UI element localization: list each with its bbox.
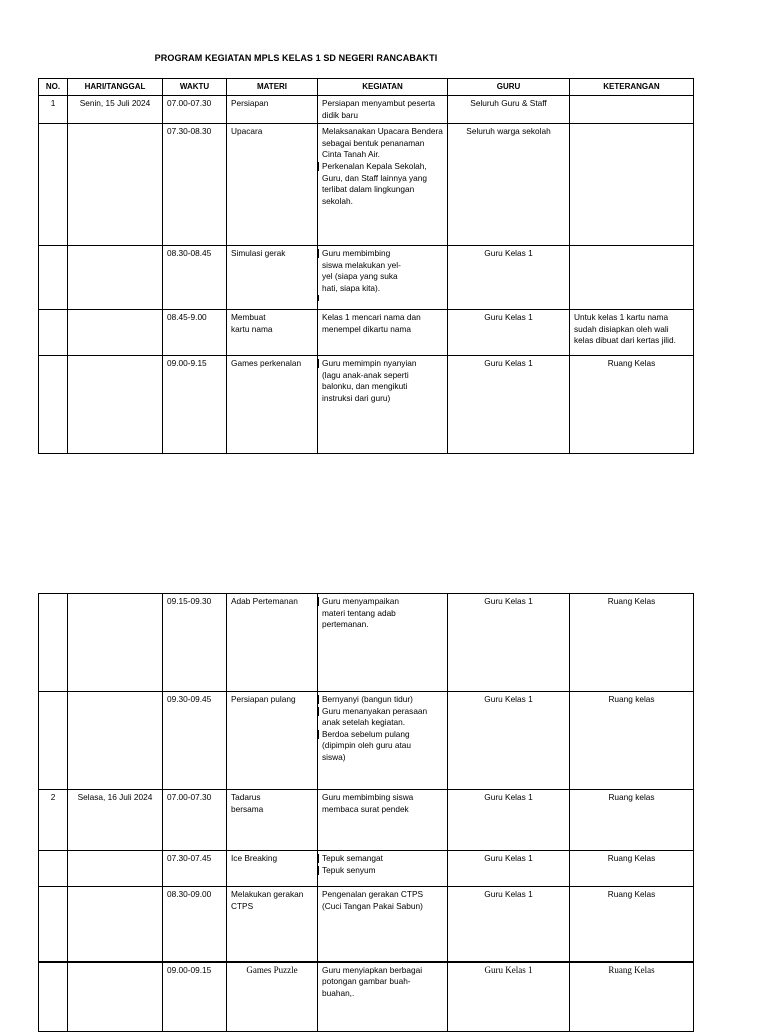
cell-materi: Games Puzzle xyxy=(227,962,318,1032)
cell-hari: Selasa, 16 Juli 2024 xyxy=(68,790,163,851)
kegiatan-item: Berdoa sebelum pulang (dipimpin oleh guru atau siswa) xyxy=(322,729,422,764)
table-row xyxy=(39,851,694,887)
table-row xyxy=(39,356,694,454)
cell-no xyxy=(39,356,68,454)
cell-no xyxy=(39,887,68,962)
cell-waktu: 09.00-9.15 xyxy=(163,356,227,454)
kegiatan-item: Guru menyiapkan berbagai potongan gambar buah-buahan,. xyxy=(322,964,423,998)
cell-materi: Adab Pertemanan xyxy=(227,594,318,692)
cell-no: 2 xyxy=(39,790,68,851)
cell-keterangan xyxy=(570,246,694,310)
kegiatan-item: Pengenalan gerakan CTPS (Cuci Tangan Pakai Sabun) xyxy=(322,889,424,911)
schedule-table-page-2 xyxy=(38,593,694,1032)
table-row xyxy=(39,692,694,790)
table-row xyxy=(39,962,694,1032)
kegiatan-item: Melaksanakan Upacara Bendera sebagai bentuk penanaman Cinta Tanah Air. xyxy=(322,126,443,160)
header-hari-tanggal: HARI/TANGGAL xyxy=(68,79,163,96)
cell-guru: Guru Kelas 1 xyxy=(448,356,570,454)
cell-keterangan xyxy=(570,124,694,246)
table-row xyxy=(39,887,694,962)
cell-hari xyxy=(68,594,163,692)
cell-guru: Guru Kelas 1 xyxy=(448,851,570,887)
cell-no xyxy=(39,962,68,1032)
cell-keterangan: Ruang Kelas xyxy=(570,356,694,454)
cell-hari xyxy=(68,246,163,310)
materi-text: Tadarus bersama xyxy=(231,792,264,814)
cell-no xyxy=(39,851,68,887)
cell-materi: Melakukan gerakan CTPS xyxy=(227,887,318,962)
cell-keterangan: Ruang kelas xyxy=(570,692,694,790)
document-title: PROGRAM KEGIATAN MPLS KELAS 1 SD NEGERI RANCABAKTI xyxy=(154,53,438,63)
kegiatan-item: Persiapan menyambut peserta didik baru xyxy=(322,98,435,120)
cell-no: 1 xyxy=(39,96,68,124)
kegiatan-item: Tepuk senyum xyxy=(322,865,443,877)
cell-materi: Games perkenalan xyxy=(227,356,318,454)
cell-waktu: 07.30-07.45 xyxy=(163,851,227,887)
cell-keterangan: Ruang kelas xyxy=(570,790,694,851)
cell-keterangan xyxy=(570,96,694,124)
table-row xyxy=(39,310,694,356)
cell-hari xyxy=(68,851,163,887)
schedule-table-page-1 xyxy=(38,78,694,454)
cell-materi: Upacara xyxy=(227,124,318,246)
kegiatan-item: Guru memimpin nyanyian (lagu anak-anak seperti balonku, dan mengikuti instruksi dari guru) xyxy=(322,358,422,404)
cell-no xyxy=(39,692,68,790)
cell-kegiatan xyxy=(318,851,448,887)
cell-hari xyxy=(68,356,163,454)
kegiatan-item: Guru menanyakan perasaan anak setelah kegiatan. xyxy=(322,706,443,729)
cell-guru: Guru Kelas 1 xyxy=(448,246,570,310)
cell-guru: Guru Kelas 1 xyxy=(448,962,570,1032)
cell-no xyxy=(39,594,68,692)
cell-waktu: 07.30-08.30 xyxy=(163,124,227,246)
cell-kegiatan xyxy=(318,887,448,962)
cell-guru: Guru Kelas 1 xyxy=(448,887,570,962)
cell-kegiatan xyxy=(318,692,448,790)
cell-kegiatan xyxy=(318,356,448,454)
cell-keterangan: Ruang Kelas xyxy=(570,962,694,1032)
cell-hari xyxy=(68,962,163,1032)
header-kegiatan: KEGIATAN xyxy=(318,79,448,96)
cell-materi: Persiapan xyxy=(227,96,318,124)
table-header-row xyxy=(39,79,694,96)
cell-waktu: 08.30-08.45 xyxy=(163,246,227,310)
cell-guru: Guru Kelas 1 xyxy=(448,594,570,692)
cell-kegiatan xyxy=(318,310,448,356)
cell-hari xyxy=(68,124,163,246)
header-waktu: WAKTU xyxy=(163,79,227,96)
bullet-marker xyxy=(322,295,443,301)
cell-no xyxy=(39,124,68,246)
header-guru: GURU xyxy=(448,79,570,96)
cell-materi: Ice Breaking xyxy=(227,851,318,887)
cell-kegiatan xyxy=(318,790,448,851)
header-materi: MATERI xyxy=(227,79,318,96)
cell-waktu: 08.30-09.00 xyxy=(163,887,227,962)
table-row xyxy=(39,96,694,124)
header-keterangan: KETERANGAN xyxy=(570,79,694,96)
cell-hari xyxy=(68,887,163,962)
cell-materi xyxy=(227,790,318,851)
table-row xyxy=(39,594,694,692)
cell-kegiatan xyxy=(318,246,448,310)
cell-hari xyxy=(68,310,163,356)
cell-waktu: 09.00-09.15 xyxy=(163,962,227,1032)
header-no: NO. xyxy=(39,79,68,96)
kegiatan-item: Kelas 1 mencari nama dan menempel dikartu nama xyxy=(322,312,421,334)
cell-hari xyxy=(68,692,163,790)
cell-guru: Seluruh warga sekolah xyxy=(448,124,570,246)
cell-kegiatan xyxy=(318,962,448,1032)
cell-keterangan: Untuk kelas 1 kartu nama sudah disiapkan oleh wali kelas dibuat dari kertas jilid. xyxy=(570,310,694,356)
cell-guru: Guru Kelas 1 xyxy=(448,310,570,356)
cell-materi xyxy=(227,310,318,356)
cell-keterangan: Ruang Kelas xyxy=(570,594,694,692)
cell-no xyxy=(39,310,68,356)
kegiatan-item: Guru membimbing siswa melakukan yel-yel (siapa yang suka hati, siapa kita). xyxy=(322,248,410,294)
cell-guru: Guru Kelas 1 xyxy=(448,692,570,790)
cell-waktu: 08.45-9.00 xyxy=(163,310,227,356)
kegiatan-item: Tepuk semangat xyxy=(322,853,443,865)
cell-guru: Guru Kelas 1 xyxy=(448,790,570,851)
kegiatan-item: Perkenalan Kepala Sekolah, Guru, dan Staff lainnya yang terlibat dalam lingkungan sekolah. xyxy=(322,161,443,207)
cell-hari: Senin, 15 Juli 2024 xyxy=(68,96,163,124)
table-row xyxy=(39,790,694,851)
cell-materi: Simulasi gerak xyxy=(227,246,318,310)
cell-keterangan: Ruang Kelas xyxy=(570,851,694,887)
cell-kegiatan xyxy=(318,594,448,692)
cell-materi: Persiapan pulang xyxy=(227,692,318,790)
kegiatan-item: Guru membimbing siswa membaca surat pendek xyxy=(322,792,414,814)
cell-waktu: 07.00-07.30 xyxy=(163,790,227,851)
cell-keterangan: Ruang Kelas xyxy=(570,887,694,962)
materi-text: Membuat kartu nama xyxy=(231,312,273,334)
cell-waktu: 09.15-09.30 xyxy=(163,594,227,692)
cell-waktu: 07.00-07.30 xyxy=(163,96,227,124)
table-row xyxy=(39,124,694,246)
cell-kegiatan xyxy=(318,96,448,124)
kegiatan-item: Bernyanyi (bangun tidur) xyxy=(322,694,443,706)
table-row xyxy=(39,246,694,310)
cell-waktu: 09.30-09.45 xyxy=(163,692,227,790)
kegiatan-item: Guru menyampaikan materi tentang adab pertemanan. xyxy=(322,596,422,631)
cell-guru: Seluruh Guru & Staff xyxy=(448,96,570,124)
cell-kegiatan xyxy=(318,124,448,246)
cell-no xyxy=(39,246,68,310)
